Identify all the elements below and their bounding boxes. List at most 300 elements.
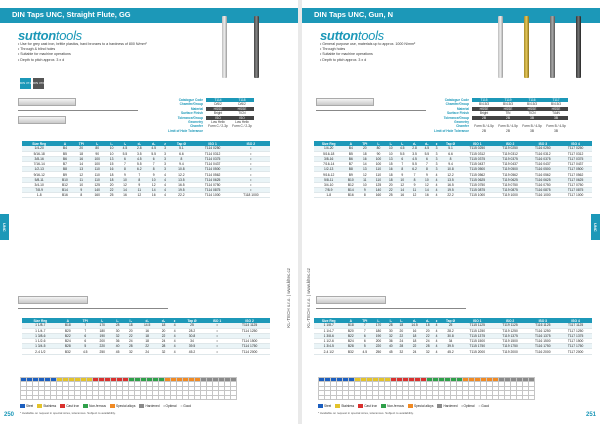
table-cell: T114 1125 [229, 323, 270, 328]
table-cell: 4 [433, 172, 440, 177]
table-cell: 9 [147, 172, 161, 177]
table-cell: B10 [56, 177, 73, 182]
table-cell: B10 [343, 177, 358, 182]
table-cell: 90 [89, 151, 105, 156]
table-cell: T115 0250 [461, 146, 494, 151]
table-cell: 5 [358, 344, 371, 349]
left-header-title: DIN Taps UNC, Straight Flute, GG [12, 10, 131, 19]
table-cell: 34 [440, 339, 461, 344]
legend-entry: Steel [20, 404, 33, 408]
table-cell: 4 [161, 182, 169, 187]
table-cell: 14.5 [407, 323, 423, 328]
right-footnote: * Available on request in special sizes, tolerances. Subject to availability. [318, 411, 414, 415]
table-cell: 24 [396, 339, 407, 344]
left-brand-logo [18, 28, 82, 43]
table-header-cell: ISO 3 [526, 141, 559, 146]
table-cell: 4 [170, 344, 179, 349]
table-cell: 18 [157, 323, 170, 328]
table-header-cell: A [59, 318, 77, 323]
table-cell: 3 [161, 167, 169, 172]
table-header-cell: l₁ [371, 318, 385, 323]
table-cell: T116 0750 [526, 182, 559, 187]
table-cell: 10 [147, 177, 161, 182]
brand-light: tools [357, 28, 384, 43]
table-cell: 3 [433, 146, 440, 151]
table-cell: B8 [343, 167, 358, 172]
table-cell: B28 [343, 344, 358, 349]
table-header-cell: ISO 2 [494, 318, 527, 323]
din-badge: DIN 371 [20, 78, 31, 89]
table-cell: T117 0250 [559, 146, 592, 151]
table-cell: 3/4-10 [314, 182, 343, 187]
table-cell: 8 [169, 156, 193, 161]
feature-item: • Depth to pitch approx. 3 x d [320, 57, 367, 62]
table-cell: 90 [371, 151, 385, 156]
table-header-cell: d₂ [157, 318, 170, 323]
right-side-tab: UNC [591, 214, 600, 240]
table-header-cell: l₂ [105, 141, 117, 146]
table-cell: 7/16-14 [22, 162, 56, 167]
table-cell: 18 [407, 339, 423, 344]
table-cell: 6 [358, 333, 371, 338]
table-cell: 8 [421, 167, 433, 172]
table-cell: 13 [105, 156, 117, 161]
left-page-number: 250 [4, 412, 15, 418]
table-cell: 4 [170, 333, 179, 338]
table-cell: B22 [343, 333, 358, 338]
table-header-cell: d₁ [132, 141, 146, 146]
table-cell: 12 [358, 172, 371, 177]
table-cell: 9.4 [169, 162, 193, 167]
table-cell: T114 0750 [194, 182, 232, 187]
dimension-line [18, 110, 138, 111]
table-cell: 3 [161, 162, 169, 167]
table-cell: 28 [422, 344, 433, 349]
table-cell: 16.5 [440, 182, 461, 187]
table-cell: 180 [371, 328, 385, 333]
table-cell: 25 [440, 323, 461, 328]
legend-symbol: ○ Good [180, 404, 192, 408]
table-header-cell: l₁ [94, 318, 111, 323]
table-cell: B12 [56, 182, 73, 187]
table-cell: 10 [73, 182, 89, 187]
table-header-cell: ISO 2 [229, 318, 270, 323]
table-cell: 14 [421, 188, 433, 193]
table-cell: 14 [118, 188, 132, 193]
table-cell: 4.5 [396, 146, 408, 151]
table-cell: T115 0562 [461, 172, 494, 177]
table-cell: T116 1375 [526, 333, 559, 338]
right-brand-logo [320, 28, 384, 43]
table-cell: 5/8-11 [314, 177, 343, 182]
table-cell: 80 [371, 146, 385, 151]
table-cell: B4 [343, 146, 358, 151]
table-cell: 1 1/8-7 [22, 323, 59, 328]
table-cell: B32 [343, 349, 358, 354]
table-cell: 7 [421, 162, 433, 167]
table-cell: 7 [132, 172, 146, 177]
tap-drawing-icon [18, 98, 76, 106]
table-cell: T119 1375 [494, 333, 527, 338]
table-cell: 18 [422, 323, 433, 328]
table-cell: 190 [371, 333, 385, 338]
table-header-cell: l₂ [385, 318, 396, 323]
table-cell: B12 [343, 182, 358, 187]
table-header-cell: l₃ [396, 318, 407, 323]
legend-swatch [358, 404, 363, 408]
table-cell: 22 [396, 333, 407, 338]
right-side-text: KL-TECH s.r.o. | www.kltec.cz [306, 268, 311, 328]
table-cell: • [232, 177, 270, 182]
table-cell: 22 [157, 333, 170, 338]
table-cell: 9 [396, 172, 408, 177]
brand-bold: sutton [18, 28, 56, 43]
table-cell: 100 [89, 162, 105, 167]
table-header-cell: l₃ [396, 141, 408, 146]
table-cell: • [232, 162, 270, 167]
table-cell: 24 [407, 349, 423, 354]
table-cell: B5 [343, 151, 358, 156]
table-cell: 110 [371, 177, 385, 182]
tap-photo-icon [254, 16, 259, 78]
table-cell: 250 [371, 349, 385, 354]
table-cell: • [232, 172, 270, 177]
table-cell: 5.1 [169, 146, 193, 151]
table-cell: 32 [124, 349, 137, 354]
table-cell: 5.5 [421, 151, 433, 156]
table-cell: 18 [137, 333, 157, 338]
table-cell: 15 [105, 162, 117, 167]
feature-item: • Through holes [320, 47, 346, 52]
table-cell: 1 1/8-7 [314, 323, 343, 328]
tap-photo-icon [524, 16, 529, 78]
table-cell: 4 [433, 328, 440, 333]
table-cell: T115 1000 [461, 193, 494, 198]
table-cell: T116 1500 [526, 339, 559, 344]
right-spec-props: Catalogue Code T115 T119 T116 T117 Chamfer/Group B/4.5/3 B/4.5/3 B/4.5/3 B/4.5/3 Material HSSE HSSE HSSE HSSE Surface Finish Bright TiN TiCN TiAlN Tolerance/Group 2B 2B 3B 3B Geometry Chamfer Form B / 4-5p Form B / 4-5p Form B / 4-5p Form B / 4-5p Limit of Hole Tolerance 2B 2B 3B 3B [432, 98, 568, 133]
table-cell: 9 [421, 172, 433, 177]
table-cell: 4 [433, 339, 440, 344]
table-cell: 4 [433, 344, 440, 349]
table-header-cell: d₁ [407, 318, 423, 323]
table-cell: T116 0625 [526, 177, 559, 182]
table-cell: 8 [118, 167, 132, 172]
table-cell: 11 [132, 188, 146, 193]
table-cell: 4 [161, 188, 169, 193]
table-cell: T116 0437 [526, 162, 559, 167]
table-cell: 18 [396, 323, 407, 328]
table-cell: 5.5 [408, 162, 420, 167]
table-cell: • [232, 167, 270, 172]
table-cell: 8 [73, 193, 89, 198]
table-cell: 40 [111, 344, 124, 349]
table-cell: T116 0312 [526, 151, 559, 156]
table-cell: 16 [118, 193, 132, 198]
table-cell: 16.5 [169, 182, 193, 187]
table-cell: • [205, 344, 229, 349]
table-cell: 4.5 [408, 156, 420, 161]
table-cell: T116 0375 [526, 156, 559, 161]
table-cell: 4.5 [77, 349, 94, 354]
left-side-tab: UNC [0, 214, 9, 240]
table-cell: 22 [124, 333, 137, 338]
table-row [22, 193, 270, 198]
table-cell: 7 [408, 172, 420, 177]
feature-item: • Depth to pitch approx. 3 x d [18, 57, 65, 62]
table-cell: 18 [358, 151, 371, 156]
table-cell: T115 1500 [461, 339, 494, 344]
table-cell: 9/16-12 [314, 172, 343, 177]
left-side-text: KL-TECH s.r.o. | www.kltec.cz [286, 268, 291, 328]
table-cell: 7 [396, 162, 408, 167]
table-cell: 6.6 [440, 151, 461, 156]
right-material-legend [318, 404, 489, 408]
feature-item: • Through & blind holes [18, 47, 56, 52]
table-cell: 4 [161, 172, 169, 177]
table-cell: T115 0500 [461, 167, 494, 172]
table-cell: T119 0500 [494, 167, 527, 172]
table-cell: T119 0562 [494, 172, 527, 177]
table-cell: • [205, 349, 229, 354]
table-cell: 45.2 [440, 349, 461, 354]
table-cell: 16 [407, 328, 423, 333]
table-cell: 10 [105, 146, 117, 151]
table-cell: 3.5 [408, 151, 420, 156]
table-cell: 7/8-9 [314, 188, 343, 193]
table-cell: 3 [433, 151, 440, 156]
table-cell: 12 [396, 182, 408, 187]
legend-swatch [437, 404, 442, 408]
table-cell: T117 0375 [559, 156, 592, 161]
table-cell: 1-8 [22, 193, 56, 198]
legend-entry: Cast Iron [358, 404, 377, 408]
table-cell: 7 [358, 323, 371, 328]
table-cell: 24 [422, 339, 433, 344]
table-cell: 170 [94, 323, 111, 328]
table-cell: 3.5 [132, 151, 146, 156]
table-cell: 6.2 [408, 167, 420, 172]
table-cell: 3 [161, 156, 169, 161]
table-cell: 3 [161, 146, 169, 151]
table-header-cell: TPI [358, 318, 371, 323]
table-cell: 7 [118, 162, 132, 167]
table-cell: 30 [385, 328, 396, 333]
left-footnote: * Available on request in special sizes, tolerances. Subject to availability. [20, 411, 116, 415]
table-cell: 180 [94, 328, 111, 333]
table-header-cell: ISO 4 [559, 141, 592, 146]
table-cell: 45.2 [179, 349, 205, 354]
table-cell: 18 [385, 172, 396, 177]
table-cell: 14 [396, 188, 408, 193]
table-cell: T119 0375 [494, 156, 527, 161]
table-cell: 2-4 1/2 [22, 349, 59, 354]
table-cell: 13.5 [440, 177, 461, 182]
table-cell: 20 [73, 146, 89, 151]
table-cell: 19.5 [169, 188, 193, 193]
table-cell: 18 [385, 177, 396, 182]
table-cell: 28 [124, 344, 137, 349]
table-header-cell: d₂ [421, 141, 433, 146]
table-cell: 5 [77, 344, 94, 349]
table-cell: 10 [396, 177, 408, 182]
table-cell: • [229, 333, 270, 338]
table-cell: 30.8 [440, 333, 461, 338]
legend-entry: Non-ferrous [83, 404, 106, 408]
table-cell: 12 [147, 182, 161, 187]
table-cell: 9 [118, 172, 132, 177]
table-header-cell: ISO 1 [194, 141, 232, 146]
table-cell: 140 [89, 188, 105, 193]
table-cell: 10 [358, 182, 371, 187]
table-cell: T118 1000 [232, 193, 270, 198]
table-cell: 80 [89, 146, 105, 151]
table-cell: T115 1125 [461, 323, 494, 328]
table-cell: T117 1750 [559, 344, 592, 349]
table-cell: 3 [433, 156, 440, 161]
right-material-grid [318, 377, 535, 400]
table-cell: T116 0562 [526, 172, 559, 177]
table-cell: T114 0875 [194, 188, 232, 193]
table-cell: T115 1750 [461, 344, 494, 349]
table-header-cell: d₁ [408, 141, 420, 146]
table-cell: T117 0562 [559, 172, 592, 177]
table-cell: 10 [105, 151, 117, 156]
table-cell: 8 [147, 167, 161, 172]
table-cell: 15 [385, 162, 396, 167]
table-cell: 4 [170, 328, 179, 333]
table-cell: T119 0437 [494, 162, 527, 167]
table-cell: 4 [161, 193, 169, 198]
table-cell: 4 [433, 193, 440, 198]
table-cell: T119 0312 [494, 151, 527, 156]
table-cell: 32 [396, 349, 407, 354]
table-header-cell: A [343, 318, 358, 323]
table-cell: T115 1250 [461, 328, 494, 333]
table-cell: 7 [77, 328, 94, 333]
legend-swatch [20, 404, 25, 408]
table-cell: 14 [147, 188, 161, 193]
table-cell: 16 [421, 193, 433, 198]
dimension-line [18, 308, 168, 309]
table-cell: 1/2-13 [22, 167, 56, 172]
right-page-number: 251 [585, 412, 596, 418]
table-cell: 24 [157, 339, 170, 344]
table-cell: 250 [94, 349, 111, 354]
table-cell: 22 [105, 188, 117, 193]
table-cell: 4 [433, 182, 440, 187]
table-cell: T119 0875 [494, 188, 527, 193]
table-header-cell: d₁ [137, 318, 157, 323]
table-header-cell: Size Reg [22, 141, 56, 146]
table-cell: B28 [59, 344, 77, 349]
table-cell: 6 [421, 156, 433, 161]
table-cell: 5.5 [147, 151, 161, 156]
table-cell: 2-4 1/2 [314, 349, 343, 354]
table-cell: B9 [56, 172, 73, 177]
brand-bold: sutton [320, 28, 358, 43]
table-header-cell: ISO 2 [232, 141, 270, 146]
right-page [302, 0, 600, 424]
table-cell: 10 [421, 177, 433, 182]
table-cell: 7 [77, 323, 94, 328]
table-cell: 5/16-18 [22, 151, 56, 156]
table-cell: T117 0875 [559, 188, 592, 193]
table-cell: 7 [358, 328, 371, 333]
table-cell: T117 1375 [559, 333, 592, 338]
table-cell: 6 [358, 339, 371, 344]
table-cell: • [205, 333, 229, 338]
table-cell: 9/16-12 [22, 172, 56, 177]
tap-drawing-icon [18, 116, 66, 124]
table-cell: 1 3/4-5 [314, 344, 343, 349]
table-header-cell: l₃ [124, 318, 137, 323]
table-cell: 12.2 [440, 172, 461, 177]
table-header-cell: z [170, 318, 179, 323]
table-cell: 22 [137, 344, 157, 349]
table-cell: B14 [343, 188, 358, 193]
left-spec-props: Catalogue Code T114 T118 Chamfer/Group D/6/2 D/6/2 Material HSSE HSSE Surface Finish Bright TiCN Tolerance/Group ISO ISO Geometry Low Helix Low Helix Chamfer Form C / 2-3p Form C / 2-3p Limit of Hole Tolerance [166, 98, 254, 133]
table-cell: 110 [89, 167, 105, 172]
table-cell: 18 [73, 151, 89, 156]
legend-swatch [381, 404, 386, 408]
table-cell: T119 1125 [494, 323, 527, 328]
table-cell: 100 [89, 156, 105, 161]
legend-entry: Hardened [139, 404, 159, 408]
table-cell: 20 [157, 328, 170, 333]
table-cell: B16 [56, 193, 73, 198]
left-size-table-1 [22, 141, 270, 198]
table-cell: 24 [137, 349, 157, 354]
table-cell: T119 1750 [494, 344, 527, 349]
table-cell: 100 [371, 162, 385, 167]
table-cell: T114 0500 [194, 167, 232, 172]
table-cell: 1 3/4-5 [22, 344, 59, 349]
table-cell: 1/2-13 [314, 167, 343, 172]
table-cell: 16 [396, 193, 408, 198]
table-cell: T115 0750 [461, 182, 494, 187]
tap-drawing-icon [18, 296, 88, 304]
table-cell: 4.5 [358, 349, 371, 354]
table-header-cell: l₁ [371, 141, 385, 146]
table-cell: 14 [358, 162, 371, 167]
table-cell: 11 [73, 177, 89, 182]
table-cell: 4.5 [147, 146, 161, 151]
table-cell: T117 0750 [559, 182, 592, 187]
table-cell: T117 1000 [559, 193, 592, 198]
tap-drawing-icon [316, 296, 386, 304]
table-header-cell: ISO 2 [494, 141, 527, 146]
table-cell: 4 [433, 188, 440, 193]
table-cell: 25 [105, 193, 117, 198]
dimension-line [316, 110, 426, 111]
table-cell: T117 2000 [559, 349, 592, 354]
table-cell: 19.5 [440, 188, 461, 193]
table-cell: T117 0312 [559, 151, 592, 156]
table-cell: T114 0375 [194, 156, 232, 161]
table-cell: 1/4-20 [314, 146, 343, 151]
table-cell: B4 [56, 146, 73, 151]
left-size-table-2 [22, 318, 270, 355]
table-cell: 16 [385, 167, 396, 172]
table-header-cell: l₂ [385, 141, 396, 146]
table-cell: 20 [385, 182, 396, 187]
table-cell: T116 0250 [526, 146, 559, 151]
table-cell: T114 0250 [194, 146, 232, 151]
table-cell: B16 [343, 193, 358, 198]
table-cell: B6 [343, 156, 358, 161]
table-cell: 20 [396, 328, 407, 333]
table-cell: 10 [118, 177, 132, 182]
